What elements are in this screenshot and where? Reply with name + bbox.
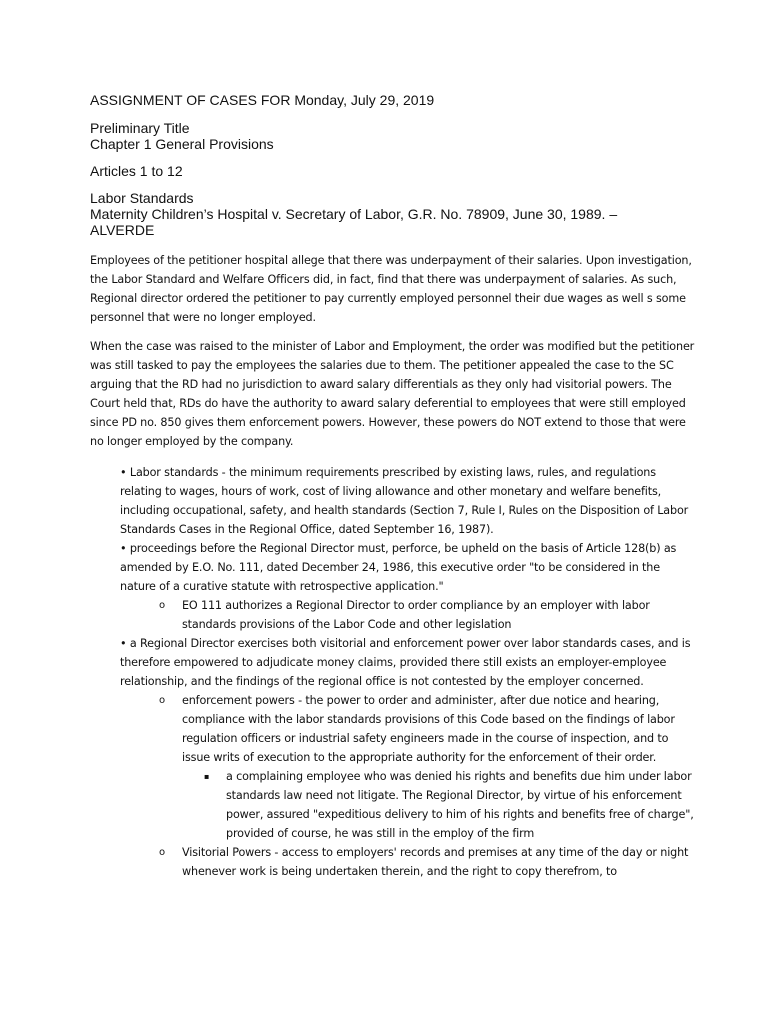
- assignment-title: ASSIGNMENT OF CASES FOR Monday, July 29, 2019: [90, 92, 435, 108]
- list-item: [120, 539, 698, 634]
- case-citation: Maternity Children’s Hospital v. Secretary of Labor, G.R. No. 78909, June 30, 1989. –: [90, 206, 618, 222]
- case-group: [90, 190, 698, 238]
- sub-sublist: [90, 767, 698, 843]
- sub-bullet-glyph: o: [159, 695, 165, 706]
- list-item: [90, 596, 698, 634]
- sublist: [90, 596, 698, 634]
- articles-range: Articles 1 to 12: [90, 163, 183, 179]
- sub-bullet-glyph: o: [159, 600, 165, 611]
- list-item: [90, 843, 698, 881]
- chapter-title: Chapter 1 General Provisions: [90, 136, 274, 152]
- document-header: [90, 92, 698, 238]
- list-item: [120, 634, 698, 881]
- sublist-wrap: [90, 691, 698, 881]
- sublist: [90, 691, 698, 881]
- bullet-glyph: •: [120, 466, 127, 479]
- paragraph-ruling: When the case was raised to the minister of Labor and Employment, the order was modified but the petitioner was still tasked to pay the employees the salaries due to them. The petitioner appealed the case to the SC arguing that the RD had no jurisdiction to award salary differentials as they only had visitorial powers. The Court held that, RDs do have the authority to award salary deferential to employees that were still employed since PD no. 850 gives them enforcement powers. However, these powers do NOT extend to those that were no longer employed by the company.: [90, 340, 695, 448]
- bullet-text: a complaining employee who was denied his rights and benefits due him under labor standards law need not litigate. The Regional Director, by virtue of his enforcement power, assured "expeditious delivery to him of his rights and benefits free of charge", provided of course, he was still in the employ of the firm: [226, 770, 694, 840]
- assignee-name: ALVERDE: [90, 222, 155, 238]
- bullet-text: Labor standards - the minimum requirements prescribed by existing laws, rules, and regulations relating to wages, hours of work, cost of living allowance and other monetary and welfare benefits, including occupational, safety, and health standards (Section 7, Rule I, Rules on the Disposition of Labor Standards Cases in the Regional Office, dated September 16, 1987).: [120, 466, 689, 536]
- paragraph-facts: Employees of the petitioner hospital allege that there was underpayment of their salaries. Upon investigation, the Labor Standard and Welfare Officers did, in fact, find that there was underpayment of salaries. As such, Regional director ordered the petitioner to pay currently employed personnel their due wages as well s some personnel that were no longer employed.: [90, 254, 692, 324]
- bullet-glyph: •: [120, 542, 127, 555]
- list-item: [90, 767, 698, 843]
- sub-bullet-glyph: o: [159, 847, 165, 858]
- bullet-glyph: •: [120, 637, 127, 650]
- bullet-text: enforcement powers - the power to order and administer, after due notice and hearing, compliance with the labor standards provisions of this Code based on the findings of labor regulation officers or industrial safety engineers made in the course of inspection, and to issue writs of execution to the appropriate authority for the enforcement of their order.: [182, 694, 675, 764]
- square-bullet-glyph: ▪: [204, 772, 210, 781]
- articles-group: [90, 163, 698, 179]
- preliminary-title: Preliminary Title: [90, 120, 190, 136]
- bullet-text: EO 111 authorizes a Regional Director to order compliance by an employer with labor standards provisions of the Labor Code and other legislation: [182, 599, 650, 631]
- bullet-text: Visitorial Powers - access to employers' records and premises at any time of the day or night whenever work is being undertaken therein, and the right to copy therefrom, to: [182, 846, 689, 878]
- bullet-text: a Regional Director exercises both visitorial and enforcement power over labor standards cases, and is therefore empowered to adjudicate money claims, provided there still exists an employer-employee relationship, and the findings of the regional office is not contested by the employer concerned.: [120, 637, 691, 688]
- chapter-group: [90, 120, 698, 152]
- document-body: [90, 251, 698, 881]
- bullet-text: proceedings before the Regional Director must, perforce, be upheld on the basis of Article 128(b) as amended by E.O. No. 111, dated December 24, 1986, this executive order "to be considered in the nature of a curative statute with retrospective application.": [120, 542, 677, 593]
- bullet-list: [90, 463, 698, 881]
- topic-heading: Labor Standards: [90, 190, 194, 206]
- sublist-wrap: [90, 596, 698, 634]
- list-item: [120, 463, 698, 539]
- list-item: [90, 691, 698, 843]
- sub-sublist-wrap: [90, 767, 698, 843]
